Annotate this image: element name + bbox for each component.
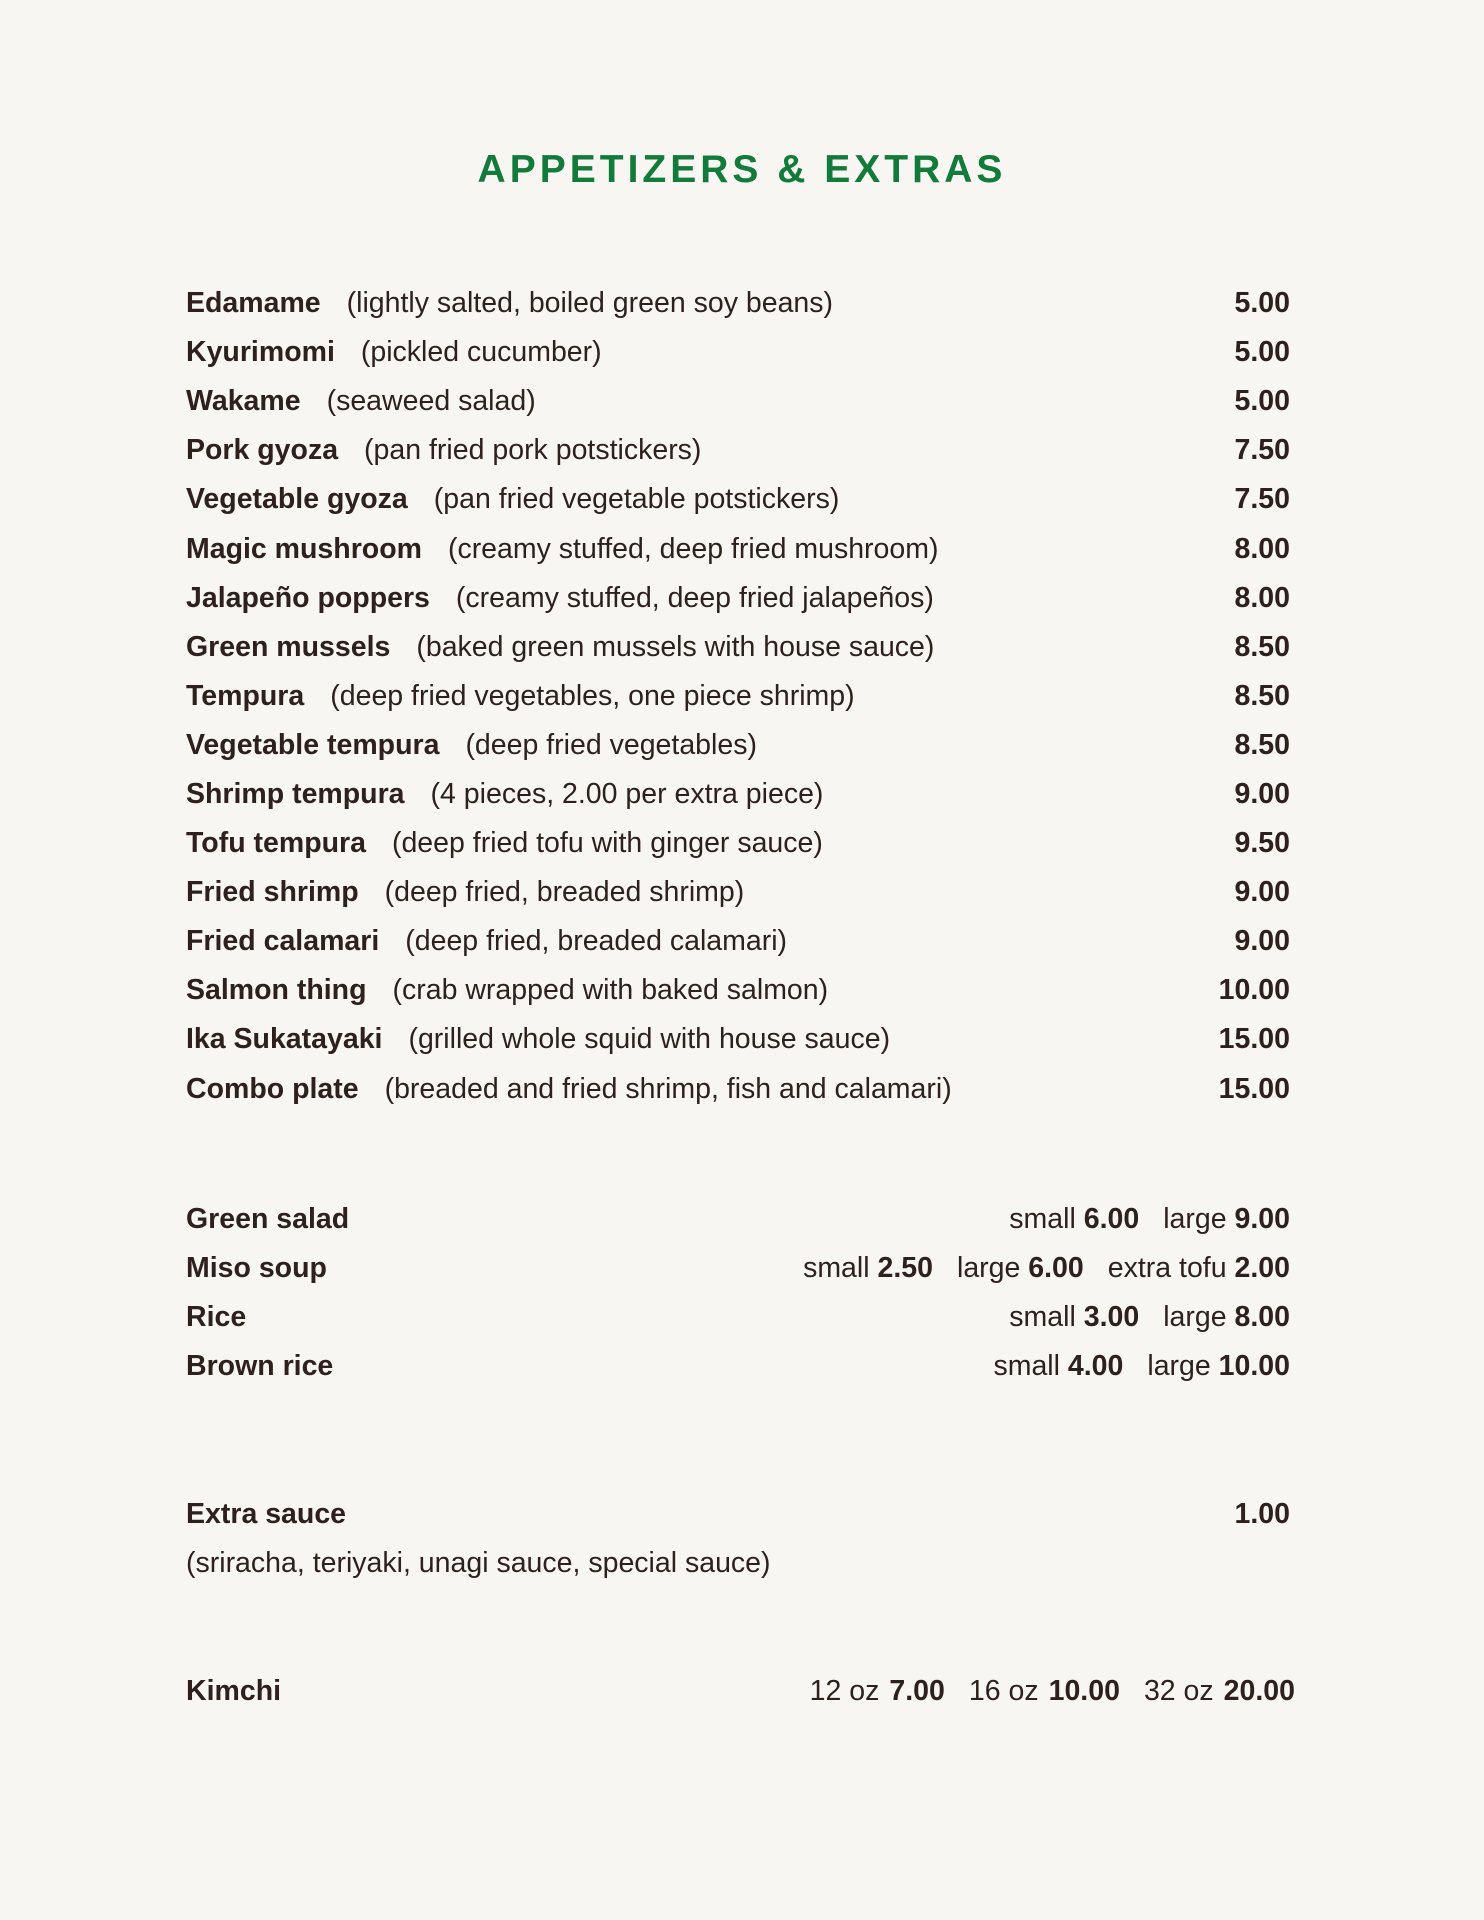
item-name: Jalapeño poppers xyxy=(186,581,430,614)
item-price: 7.50 xyxy=(1234,483,1290,516)
menu-item xyxy=(186,819,1290,868)
item-description: (baked green mussels with house sauce) xyxy=(416,630,935,663)
item-description: (deep fried, breaded calamari) xyxy=(405,925,788,958)
item-name: Wakame xyxy=(186,385,301,418)
menu-item xyxy=(186,917,1290,966)
size-price: 4.00 xyxy=(1067,1350,1124,1383)
item-description: (creamy stuffed, deep fried mushroom) xyxy=(447,532,939,565)
size-label: large xyxy=(1163,1301,1227,1334)
item-price: 8.50 xyxy=(1234,630,1290,663)
size-price: 10.00 xyxy=(1048,1675,1120,1708)
item-price: 15.00 xyxy=(1218,1023,1290,1056)
size-price: 8.00 xyxy=(1234,1301,1290,1334)
size-label: large xyxy=(1163,1203,1227,1236)
item-description: (deep fried vegetables) xyxy=(465,728,757,761)
side-item xyxy=(186,1195,1290,1244)
item-price: 5.00 xyxy=(1234,287,1290,320)
menu-item xyxy=(186,770,1290,819)
size-label: small xyxy=(993,1350,1060,1383)
size-label: 16 oz xyxy=(968,1675,1039,1708)
extra-sauce-section xyxy=(186,1490,1290,1588)
item-description: (seaweed salad) xyxy=(326,385,536,418)
side-item xyxy=(186,1342,1290,1391)
menu-item xyxy=(186,1065,1290,1114)
menu-item xyxy=(186,1015,1290,1064)
item-price: 10.00 xyxy=(1218,974,1290,1007)
kimchi-row xyxy=(186,1667,1295,1716)
sauce-row xyxy=(186,1490,1290,1539)
size-price: 20.00 xyxy=(1223,1675,1295,1708)
menu-item xyxy=(186,574,1290,623)
sauce-price: 1.00 xyxy=(1234,1498,1290,1531)
item-description: (4 pieces, 2.00 per extra piece) xyxy=(430,777,824,810)
item-price: 9.00 xyxy=(1234,777,1290,810)
menu-item xyxy=(186,672,1290,721)
item-name: Fried calamari xyxy=(186,925,380,958)
item-name: Vegetable gyoza xyxy=(186,483,408,516)
size-label: extra tofu xyxy=(1107,1252,1227,1285)
item-price: 5.00 xyxy=(1234,336,1290,369)
size-label: small xyxy=(803,1252,870,1285)
item-name: Edamame xyxy=(186,287,321,320)
side-sizes xyxy=(1009,1301,1290,1334)
menu-item xyxy=(186,524,1290,573)
side-name: Brown rice xyxy=(186,1350,334,1383)
side-name: Miso soup xyxy=(186,1252,327,1285)
item-name: Tempura xyxy=(186,679,305,712)
item-name: Salmon thing xyxy=(186,974,367,1007)
size-price: 2.00 xyxy=(1234,1252,1290,1285)
page-title: APPETIZERS & EXTRAS xyxy=(477,148,1007,191)
sauce-name: Extra sauce xyxy=(186,1498,347,1531)
menu-item xyxy=(186,868,1290,917)
item-name: Tofu tempura xyxy=(186,827,366,860)
size-label: large xyxy=(956,1252,1021,1285)
item-price: 9.00 xyxy=(1234,876,1290,909)
size-price: 3.00 xyxy=(1083,1301,1140,1334)
item-price: 15.00 xyxy=(1218,1072,1290,1105)
item-description: (deep fried tofu with ginger sauce) xyxy=(391,827,823,860)
item-price: 9.50 xyxy=(1234,827,1290,860)
side-sizes xyxy=(1009,1203,1290,1236)
size-label: 12 oz xyxy=(809,1675,880,1708)
menu-item xyxy=(186,377,1290,426)
item-name: Green mussels xyxy=(186,630,391,663)
size-price: 9.00 xyxy=(1234,1203,1290,1236)
size-price: 6.00 xyxy=(1028,1252,1084,1285)
item-description: (pickled cucumber) xyxy=(360,336,602,369)
appetizers-list xyxy=(186,279,1290,1114)
item-name: Shrimp tempura xyxy=(186,777,405,810)
side-item xyxy=(186,1293,1290,1342)
item-description: (pan fried vegetable potstickers) xyxy=(433,483,840,516)
size-price: 10.00 xyxy=(1218,1350,1290,1383)
item-description: (deep fried, breaded shrimp) xyxy=(384,876,745,909)
kimchi-sizes xyxy=(810,1675,1295,1708)
menu-item xyxy=(186,426,1290,475)
size-label: small xyxy=(1009,1203,1076,1236)
item-price: 8.50 xyxy=(1234,679,1290,712)
item-name: Kyurimomi xyxy=(186,336,335,369)
size-label: 32 oz xyxy=(1143,1675,1214,1708)
item-description: (creamy stuffed, deep fried jalapeños) xyxy=(455,581,934,614)
menu-item xyxy=(186,623,1290,672)
item-description: (deep fried vegetables, one piece shrimp) xyxy=(330,679,855,712)
item-name: Pork gyoza xyxy=(186,434,339,467)
size-price: 6.00 xyxy=(1083,1203,1140,1236)
item-name: Magic mushroom xyxy=(186,532,422,565)
size-price: 7.00 xyxy=(889,1675,945,1708)
menu-item xyxy=(186,721,1290,770)
item-price: 7.50 xyxy=(1234,434,1290,467)
size-label: small xyxy=(1009,1301,1076,1334)
item-name: Ika Sukatayaki xyxy=(186,1023,383,1056)
item-name: Combo plate xyxy=(186,1072,359,1105)
side-name: Green salad xyxy=(186,1203,350,1236)
size-price: 2.50 xyxy=(877,1252,933,1285)
sides-list xyxy=(186,1195,1290,1391)
item-description: (grilled whole squid with house sauce) xyxy=(408,1023,891,1056)
side-sizes xyxy=(803,1252,1290,1285)
item-name: Vegetable tempura xyxy=(186,728,440,761)
menu-item xyxy=(186,966,1290,1015)
side-sizes xyxy=(993,1350,1290,1383)
item-price: 8.50 xyxy=(1234,728,1290,761)
menu-item xyxy=(186,475,1290,524)
item-name: Fried shrimp xyxy=(186,876,359,909)
menu-item xyxy=(186,279,1290,328)
item-description: (pan fried pork potstickers) xyxy=(364,434,702,467)
side-item xyxy=(186,1244,1290,1293)
item-price: 5.00 xyxy=(1234,385,1290,418)
item-description: (breaded and fried shrimp, fish and calamari) xyxy=(384,1072,952,1105)
item-price: 9.00 xyxy=(1234,925,1290,958)
sauce-description: (sriracha, teriyaki, unagi sauce, special sauce) xyxy=(186,1547,771,1580)
item-description: (lightly salted, boiled green soy beans) xyxy=(346,287,834,320)
item-price: 8.00 xyxy=(1234,581,1290,614)
kimchi-section xyxy=(186,1667,1295,1716)
menu-item xyxy=(186,328,1290,377)
item-description: (crab wrapped with baked salmon) xyxy=(392,974,829,1007)
size-label: large xyxy=(1147,1350,1211,1383)
side-name: Rice xyxy=(186,1301,247,1334)
item-price: 8.00 xyxy=(1234,532,1290,565)
kimchi-name: Kimchi xyxy=(186,1675,282,1708)
